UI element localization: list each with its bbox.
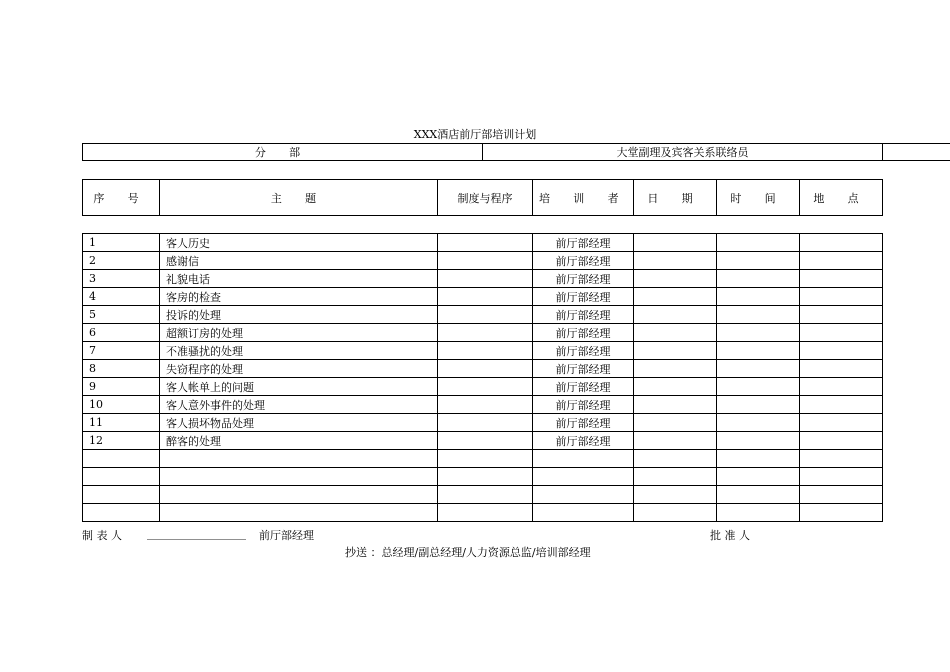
row-place (800, 360, 883, 378)
row-time (717, 504, 800, 522)
row-place (800, 396, 883, 414)
row-trainer: 前厅部经理 (533, 396, 634, 414)
row-procedure (438, 324, 533, 342)
row-number (83, 504, 160, 522)
row-topic: 投诉的处理 (160, 306, 438, 324)
row-number: 10 (83, 396, 160, 414)
department-row (83, 144, 950, 161)
row-time (717, 414, 800, 432)
header-topic: 主 题 (160, 180, 438, 216)
row-procedure (438, 342, 533, 360)
header-row (83, 180, 883, 216)
row-date (634, 450, 717, 468)
row-number: 5 (83, 306, 160, 324)
row-trainer: 前厅部经理 (533, 252, 634, 270)
row-time (717, 378, 800, 396)
row-date (634, 324, 717, 342)
row-topic: 客人帐单上的问题 (160, 378, 438, 396)
row-number: 1 (83, 234, 160, 252)
row-topic: 超额订房的处理 (160, 324, 438, 342)
table-row (83, 468, 883, 486)
row-time (717, 288, 800, 306)
row-place (800, 306, 883, 324)
row-time (717, 360, 800, 378)
table-row (83, 486, 883, 504)
row-date (634, 342, 717, 360)
row-trainer: 前厅部经理 (533, 324, 634, 342)
maker-label: 制 表 人 (82, 529, 122, 542)
training-rows (83, 234, 883, 522)
row-trainer: 前厅部经理 (533, 234, 634, 252)
maker-signature-line: __________________ (147, 527, 246, 540)
row-number (83, 468, 160, 486)
row-topic: 醉客的处理 (160, 432, 438, 450)
row-time (717, 486, 800, 504)
row-date (634, 378, 717, 396)
row-place (800, 234, 883, 252)
table-row (83, 396, 883, 414)
department-extra (883, 144, 950, 161)
row-trainer: 前厅部经理 (533, 360, 634, 378)
row-number: 6 (83, 324, 160, 342)
row-place (800, 342, 883, 360)
row-date (634, 504, 717, 522)
training-table (82, 233, 883, 522)
header-date: 日 期 (634, 180, 717, 216)
table-row (83, 252, 883, 270)
row-topic (160, 504, 438, 522)
row-place (800, 450, 883, 468)
row-procedure (438, 414, 533, 432)
row-date (634, 414, 717, 432)
row-trainer: 前厅部经理 (533, 414, 634, 432)
row-trainer: 前厅部经理 (533, 306, 634, 324)
row-topic: 感谢信 (160, 252, 438, 270)
row-date (634, 270, 717, 288)
row-number: 4 (83, 288, 160, 306)
row-topic: 客人损坏物品处理 (160, 414, 438, 432)
table-row (83, 234, 883, 252)
header-place: 地 点 (800, 180, 883, 216)
row-topic: 礼貌电话 (160, 270, 438, 288)
maker-value: 前厅部经理 (259, 529, 314, 542)
row-trainer: 前厅部经理 (533, 288, 634, 306)
row-date (634, 252, 717, 270)
row-time (717, 396, 800, 414)
row-trainer (533, 486, 634, 504)
row-place (800, 432, 883, 450)
approver-label: 批 准 人 (710, 529, 750, 542)
row-place (800, 486, 883, 504)
row-number: 2 (83, 252, 160, 270)
header-trainer: 培 训 者 (533, 180, 634, 216)
header-time: 时 间 (717, 180, 800, 216)
row-number: 12 (83, 432, 160, 450)
row-procedure (438, 234, 533, 252)
row-number: 3 (83, 270, 160, 288)
table-row (83, 378, 883, 396)
document-title: XXX酒店前厅部培训计划 (413, 128, 537, 141)
row-time (717, 468, 800, 486)
header-table (82, 179, 883, 216)
row-topic: 不准骚扰的处理 (160, 342, 438, 360)
row-procedure (438, 306, 533, 324)
row-procedure (438, 432, 533, 450)
department-table (82, 143, 950, 161)
row-place (800, 414, 883, 432)
row-procedure (438, 504, 533, 522)
row-number (83, 486, 160, 504)
row-topic (160, 486, 438, 504)
row-trainer: 前厅部经理 (533, 342, 634, 360)
row-place (800, 288, 883, 306)
row-time (717, 432, 800, 450)
table-row (83, 432, 883, 450)
row-number: 9 (83, 378, 160, 396)
row-date (634, 432, 717, 450)
row-procedure (438, 468, 533, 486)
table-row (83, 342, 883, 360)
table-row (83, 288, 883, 306)
row-procedure (438, 396, 533, 414)
row-procedure (438, 270, 533, 288)
row-time (717, 342, 800, 360)
row-time (717, 306, 800, 324)
table-row (83, 414, 883, 432)
row-place (800, 468, 883, 486)
row-topic: 客人历史 (160, 234, 438, 252)
row-topic: 失窃程序的处理 (160, 360, 438, 378)
row-date (634, 486, 717, 504)
row-time (717, 450, 800, 468)
row-date (634, 396, 717, 414)
header-procedure: 制度与程序 (438, 180, 533, 216)
row-place (800, 504, 883, 522)
row-topic: 客人意外事件的处理 (160, 396, 438, 414)
table-row (83, 270, 883, 288)
row-trainer (533, 468, 634, 486)
row-trainer (533, 504, 634, 522)
table-row (83, 306, 883, 324)
row-trainer: 前厅部经理 (533, 270, 634, 288)
row-trainer: 前厅部经理 (533, 378, 634, 396)
row-procedure (438, 486, 533, 504)
row-date (634, 306, 717, 324)
row-time (717, 270, 800, 288)
row-topic (160, 468, 438, 486)
row-procedure (438, 252, 533, 270)
row-topic (160, 450, 438, 468)
department-label: 分 部 (83, 144, 483, 161)
row-procedure (438, 378, 533, 396)
row-number (83, 450, 160, 468)
row-number: 7 (83, 342, 160, 360)
row-time (717, 324, 800, 342)
row-time (717, 252, 800, 270)
row-number: 8 (83, 360, 160, 378)
row-place (800, 324, 883, 342)
row-date (634, 234, 717, 252)
row-date (634, 288, 717, 306)
row-topic: 客房的检查 (160, 288, 438, 306)
row-date (634, 468, 717, 486)
row-procedure (438, 288, 533, 306)
table-row (83, 504, 883, 522)
row-trainer: 前厅部经理 (533, 432, 634, 450)
row-procedure (438, 450, 533, 468)
row-trainer (533, 450, 634, 468)
department-value: 大堂副理及宾客关系联络员 (483, 144, 883, 161)
row-place (800, 252, 883, 270)
row-procedure (438, 360, 533, 378)
row-place (800, 378, 883, 396)
cc-line: 抄送 ：总经理/副总经理/人力资源总监/培训部经理 (345, 546, 591, 559)
row-number: 11 (83, 414, 160, 432)
table-row (83, 450, 883, 468)
row-date (634, 360, 717, 378)
table-row (83, 360, 883, 378)
header-number: 序 号 (83, 180, 160, 216)
row-place (800, 270, 883, 288)
row-time (717, 234, 800, 252)
table-row (83, 324, 883, 342)
